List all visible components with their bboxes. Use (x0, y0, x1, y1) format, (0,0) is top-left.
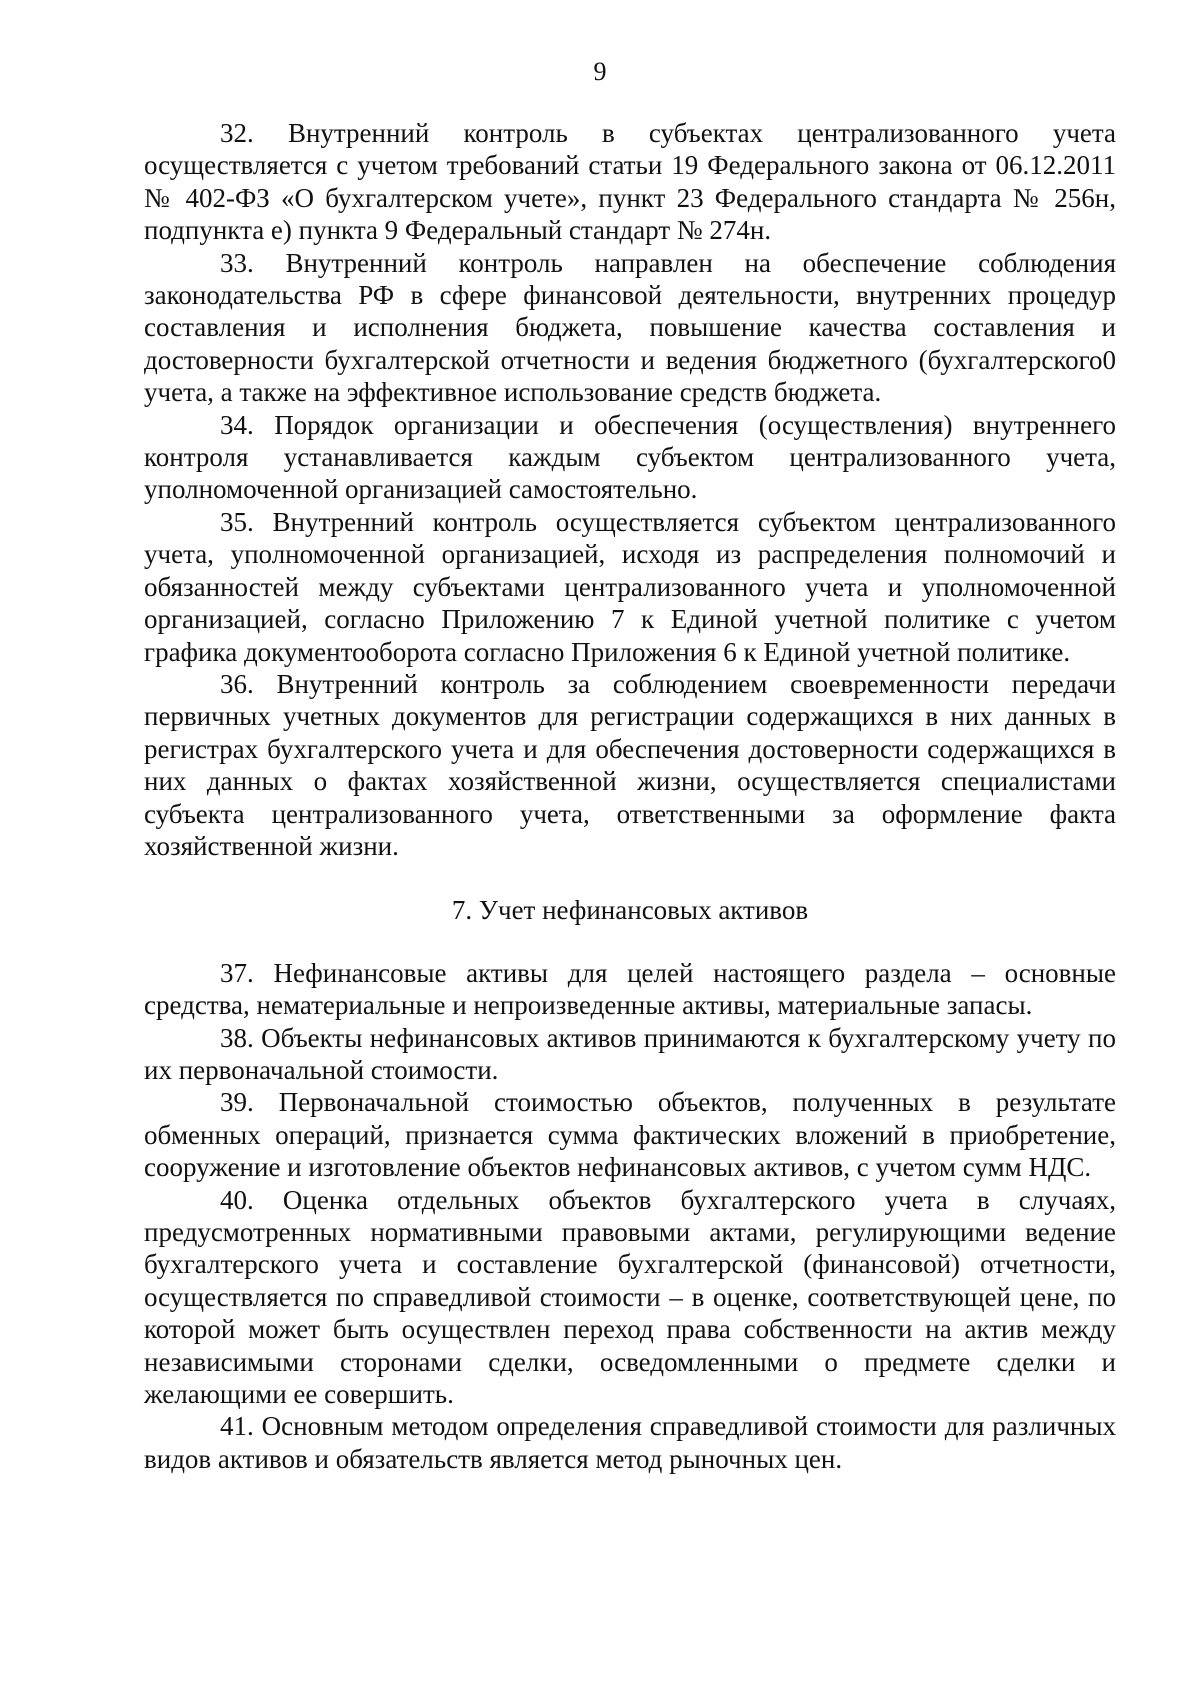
document-body (144, 117, 1116, 1475)
paragraph-36: 36. Внутренний контроль за соблюдением своевременности передачи первичных учетных документов для регистрации содержащихся в них данных в регистрах бухгалтерского учета и для обеспечения достоверности содержащихся в них данных о фактах хозяйственной жизни, осуществляется специалистами субъекта централизованного учета, ответственными за оформление факта хозяйственной жизни. (144, 668, 1116, 861)
paragraph-32: 32. Внутренний контроль в субъектах централизованного учета осуществляется с учетом требований статьи 19 Федерального закона от 06.12.2011 № 402-ФЗ «О бухгалтерском учете», пункт 23 Федерального стандарта № 256н, подпункта е) пункта 9 Федеральный стандарт № 274н. (144, 118, 1116, 246)
section-heading: 7. Учет нефинансовых активов (451, 895, 809, 926)
paragraph-35: 35. Внутренний контроль осуществляется субъектом централизованного учета, уполномоченной организацией, исходя из распределения полномочий и обязанностей между субъектами централизованного учета и уполномоченной организацией, согласно Приложению 7 к Единой учетной политике с учетом графика документооборота согласно Приложения 6 к Единой учетной политике. (144, 506, 1116, 667)
paragraph-33: 33. Внутренний контроль направлен на обеспечение соблюдения законодательства РФ в сфере финансовой деятельности, внутренних процедур составления и исполнения бюджета, повышение качества составления и достоверности бухгалтерской отчетности и ведения бюджетного (бухгалтерского0 учета, а также на эффективное использование средств бюджета. (144, 247, 1116, 408)
page-number: 9 (593, 57, 607, 86)
paragraph-34: 34. Порядок организации и обеспечения (осуществления) внутреннего контроля устанавливается каждым субъектом централизованного учета, уполномоченной организацией самостоятельно. (144, 409, 1116, 505)
paragraph-38: 38. Объекты нефинансовых активов принимаются к бухгалтерскому учету по их первоначальной стоимости. (144, 1022, 1116, 1085)
paragraph-40: 40. Оценка отдельных объектов бухгалтерского учета в случаях, предусмотренных нормативными правовыми актами, регулирующими ведение бухгалтерского учета и составление бухгалтерской (финансовой) отчетности, осуществляется по справедливой стоимости – в оценке, соответствующей цене, по которой может быть осуществлен переход права собственности на актив между независимыми сторонами сделки, осведомленными о предмете сделки и желающими ее совершить. (144, 1184, 1116, 1410)
paragraph-39: 39. Первоначальной стоимостью объектов, полученных в результате обменных операций, признается сумма фактических вложений в приобретение, сооружение и изготовление объектов нефинансовых активов, с учетом сумм НДС. (144, 1087, 1116, 1183)
paragraph-41: 41. Основным методом определения справедливой стоимости для различных видов активов и обязательств является метод рыночных цен. (144, 1411, 1116, 1474)
paragraph-37: 37. Нефинансовые активы для целей настоящего раздела – основные средства, нематериальные и непроизведенные активы, материальные запасы. (144, 957, 1116, 1021)
